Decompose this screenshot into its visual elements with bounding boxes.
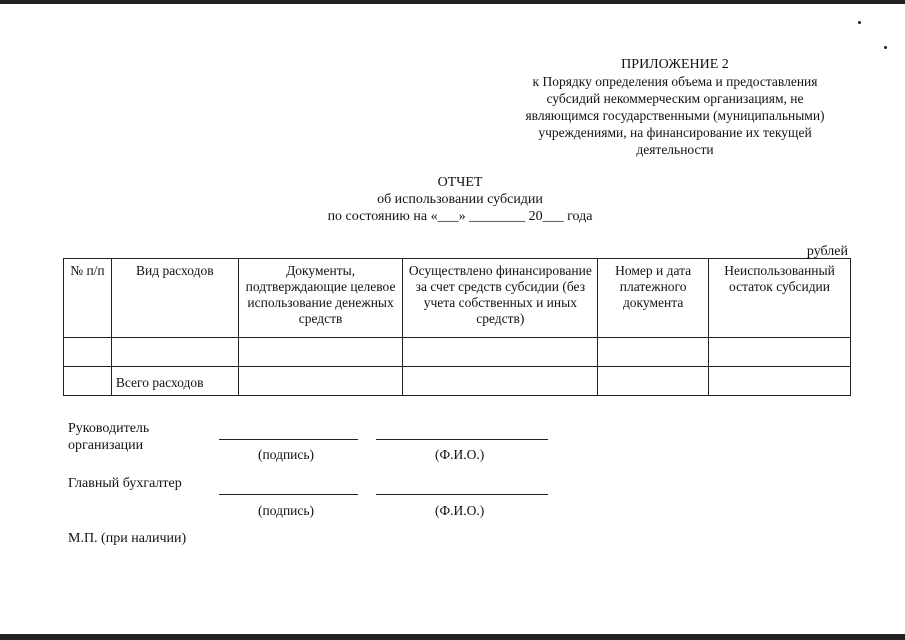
accountant-signature-line[interactable] [219,494,358,495]
head-label [68,420,149,454]
appendix-block [500,56,850,158]
appendix-line: учреждениями, на финансирование их текущей [538,125,812,140]
scan-edge-top [0,0,905,4]
header-number: № п/п [64,259,112,338]
table-cell[interactable] [403,367,598,396]
head-label-line: организации [68,438,144,453]
head-signature-caption: (подпись) [258,447,315,462]
report-title: ОТЧЕТ [437,175,483,190]
table-row [64,338,851,367]
header-expense-type: Вид расходов [111,259,238,338]
table-cell[interactable] [598,338,709,367]
table-cell[interactable] [598,367,709,396]
table-cell[interactable] [403,338,598,367]
table-cell[interactable] [709,367,851,396]
report-heading [300,174,620,225]
table-cell[interactable] [111,338,238,367]
header-documents: Документы, подтверждающие целевое использование денежных средств [238,259,403,338]
accountant-name-line[interactable] [376,494,548,495]
head-name-line[interactable] [376,439,548,440]
total-row [64,367,851,396]
header-payment-document: Номер и дата платежного документа [598,259,709,338]
head-signature-line[interactable] [219,439,358,440]
table-cell[interactable] [64,367,112,396]
scan-edge-bottom [0,634,905,640]
currency-units: рублей [806,244,848,259]
scan-speck [884,46,887,49]
header-unused-balance: Неиспользованный остаток субсидии [709,259,851,338]
total-label: Всего расходов [111,367,238,396]
table-cell[interactable] [64,338,112,367]
appendix-line: субсидий некоммерческим организациям, не [546,91,804,106]
stamp-label: М.П. (при наличии) [68,531,187,546]
report-subtitle: об использовании субсидии [377,192,543,207]
appendix-line: к Порядку определения объема и предоставления [532,74,818,89]
appendix-line: являющимся государственными (муниципальными) [525,108,825,123]
table-cell[interactable] [238,338,403,367]
report-date-line: по состоянию на «___» ________ 20___ года [327,209,593,224]
appendix-line: деятельности [636,142,714,157]
table-header-row [64,259,851,338]
header-financing: Осуществлено финансирование за счет средств субсидии (без учета собственных и иных средств) [403,259,598,338]
accountant-label: Главный бухгалтер [68,476,182,491]
head-label-line: Руководитель [68,421,150,436]
accountant-signature-caption: (подпись) [258,503,315,518]
table-cell[interactable] [709,338,851,367]
scan-speck [858,21,861,24]
expenses-table [63,258,851,396]
head-name-caption: (Ф.И.О.) [435,447,485,462]
table-cell[interactable] [238,367,403,396]
accountant-name-caption: (Ф.И.О.) [435,503,485,518]
appendix-title: ПРИЛОЖЕНИЕ 2 [621,57,729,72]
